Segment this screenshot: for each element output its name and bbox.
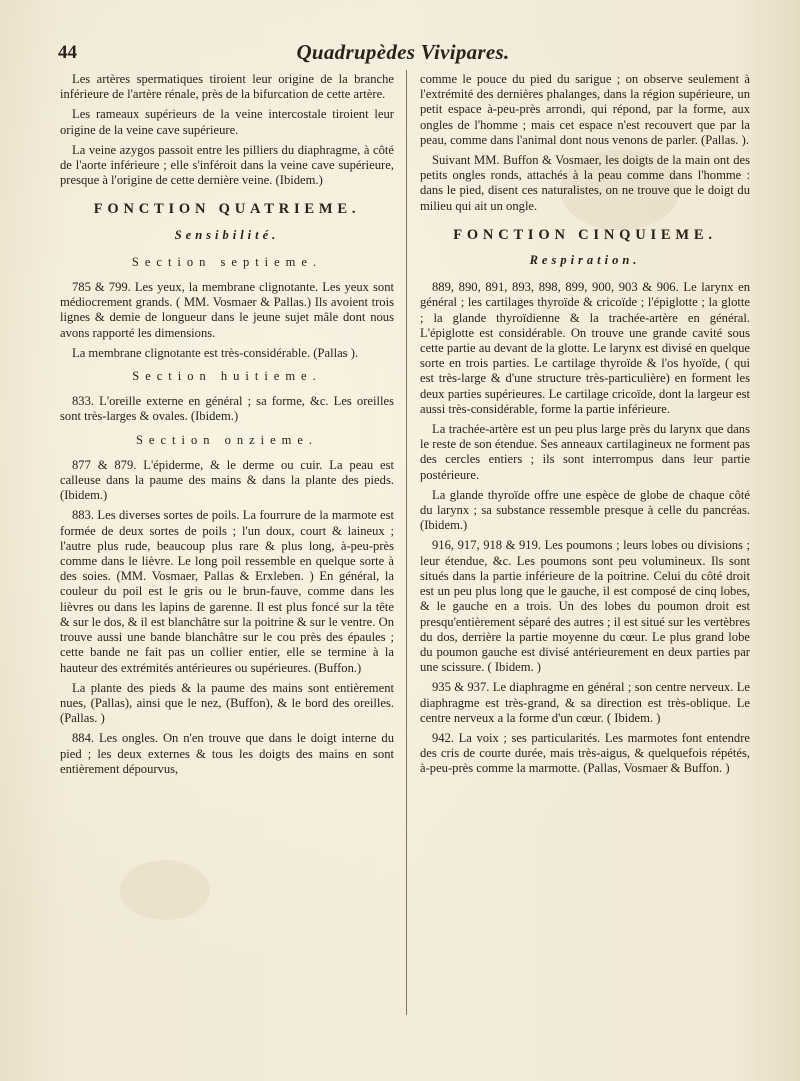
section-heading: Section septieme. [131, 254, 323, 269]
paragraph: 889, 890, 891, 893, 898, 899, 900, 903 & 906. Le larynx en général ; les cartilages thyroïde & cricoïde ; l'épiglotte ; la glotte ; la glande thyroïdienne & la trachée-artère en général. L'épiglotte est considérable. On trouve une grande cavité sous cette partie au devant de la glotte. Le larynx est divisé en quelque sorte en trois parties. Le cartilage thyroïde & l'os hyoïde, ( qui est très-large & d'une structure très-particulière) en forment les deux parties supérieures. Le cartilage cricoïde, dont la largeur est aussi très-considérable, forme la partie inférieure. [420, 280, 750, 416]
paragraph: Suivant MM. Buffon & Vosmaer, les doigts de la main ont des petits ongles ronds, attachés à la peau comme dans l'homme : dans le pied, disent ces naturalistes, on ne trouve que le doigt du milieu qui ait un ongle. [420, 153, 750, 213]
paragraph: 785 & 799. Les yeux, la membrane clignotante. Les yeux sont médiocrement grands. ( MM. Vosmaer & Pallas.) Ils avoient trois lignes & demie de longueur dans le jeune sujet mâle dont nous avons rapporté les dimensions. [60, 280, 394, 340]
paragraph: Les rameaux supérieurs de la veine intercostale tiroient leur origine de la veine cave supérieure. [60, 107, 394, 137]
paragraph: Les artères spermatiques tiroient leur origine de la branche inférieure de l'artère rénale, près de la bifurcation de cette artère. [60, 72, 394, 102]
column-divider [406, 70, 407, 1015]
paragraph: 877 & 879. L'épiderme, & le derme ou cuir. La peau est calleuse dans la paume des mains & dans la plante des pieds. (Ibidem.) [60, 457, 394, 503]
paragraph: comme le pouce du pied du sarigue ; on observe seulement à l'extrémité des dernières phalanges, dans la région supérieure, un petit espace à-peu-près arrondi, qui répond, par la forme, aux ongles de l'homme ; mais cet espace n'est recouvert que par la peau, comme dans l'animal dont nous venons de parler. (Pallas. ). [420, 72, 750, 147]
paragraph: La veine azygos passoit entre les pilliers du diaphragme, à côté de l'aorte inférieure ; elle s'inféroit dans la veine cave supérieure, presque à l'origine de cette dernière veine. (Ibidem.) [60, 142, 394, 188]
subject-heading: Sensibilité. [174, 227, 280, 242]
section-heading: Section huitieme. [132, 369, 322, 384]
paragraph: 884. Les ongles. On n'en trouve que dans le doigt interne du pied ; les deux externes & tous les doigts des mains en sont entièrement dépourvus, [60, 731, 394, 776]
running-title: Quadrupèdes Vivipares. [296, 40, 510, 64]
paragraph: La membrane clignotante est très-considérable. (Pallas ). [72, 345, 359, 360]
paragraph: 833. L'oreille externe en général ; sa forme, &c. Les oreilles sont très-larges & ovales. (Ibidem.) [60, 394, 394, 424]
fonction-heading: FONCTION QUATRIEME. [93, 201, 361, 218]
paragraph: 883. Les diverses sortes de poils. La fourrure de la marmote est formée de deux sortes de poils ; l'un doux, court & laineux ; l'autre plus rude, beaucoup plus rare & plus long, à-peu-près comme dans le lièvre. Le long poil ressemble en quelque sorte à des soies. (MM. Vosmaer, Pallas & Erxleben. ) En général, la couleur du poil est le gris ou le brun-fauve, comme dans les lièvres ou dans les lapins de garenne. Il est plus foncé sur la tête & sur le dos, & il est blanchâtre sur la poitrine & sur le ventre. On trouve aussi une bande blanchâtre sur le cou près des épaules ; cette bande ne fait pas un collier entier, elle se termine à la hauteur des extrémités antérieures ou supérieures. (Buffon.) [60, 508, 394, 675]
page-number: 44 [58, 42, 77, 63]
page-header [58, 42, 748, 70]
paper-stain [120, 860, 210, 920]
section-heading: Section onzieme. [135, 432, 319, 447]
paragraph: La plante des pieds & la paume des mains sont entièrement nues, (Pallas), ainsi que le nez, (Buffon), & le bord des oreilles. (Pallas. ) [60, 680, 394, 726]
paragraph: 935 & 937. Le diaphragme en général ; son centre nerveux. Le diaphragme est très-grand, & sa direction est très-oblique. Le centre nerveux a la forme d'un cœur. ( Ibidem. ) [420, 680, 750, 725]
subject-heading: Respiration. [529, 253, 641, 268]
fonction-heading: FONCTION CINQUIEME. [453, 226, 717, 243]
left-column [60, 72, 394, 782]
paragraph: 916, 917, 918 & 919. Les poumons ; leurs lobes ou divisions ; leur étendue, &c. Les poumons sont peu volumineux. Ils sont situés dans la partie inférieure de la poitrine. Celui du côté droit est un peu plus long que le gauche, il est composé de cinq lobes, & le gauche en a trois. Un des lobes du poumon droit est presqu'entièrement séparé des autres ; il est situé sur les vertèbres du dos, derrière la partie moyenne du cœur. Le plus grand lobe du poumon gauche est divisé antérieurement en deux parties par une scissure. ( Ibidem. ) [420, 538, 750, 675]
paragraph: La trachée-artère est un peu plus large près du larynx que dans le reste de son étendue. Ses anneaux cartilagineux ne forment pas des cercles entiers ; ils sont interrompus dans leur partie postérieure. [420, 422, 750, 482]
right-column [420, 72, 750, 782]
paragraph: 942. La voix ; ses particularités. Les marmotes font entendre des cris de courte durée, mais très-aigus, & quelquefois répétés, à-peu-près comme la marmotte. (Pallas, Vosmaer & Buffon. ) [420, 730, 750, 776]
paragraph: La glande thyroïde offre une espèce de globe de chaque côté du larynx ; sa substance ressemble presque à celle du pancréas. (Ibidem.) [420, 487, 750, 533]
